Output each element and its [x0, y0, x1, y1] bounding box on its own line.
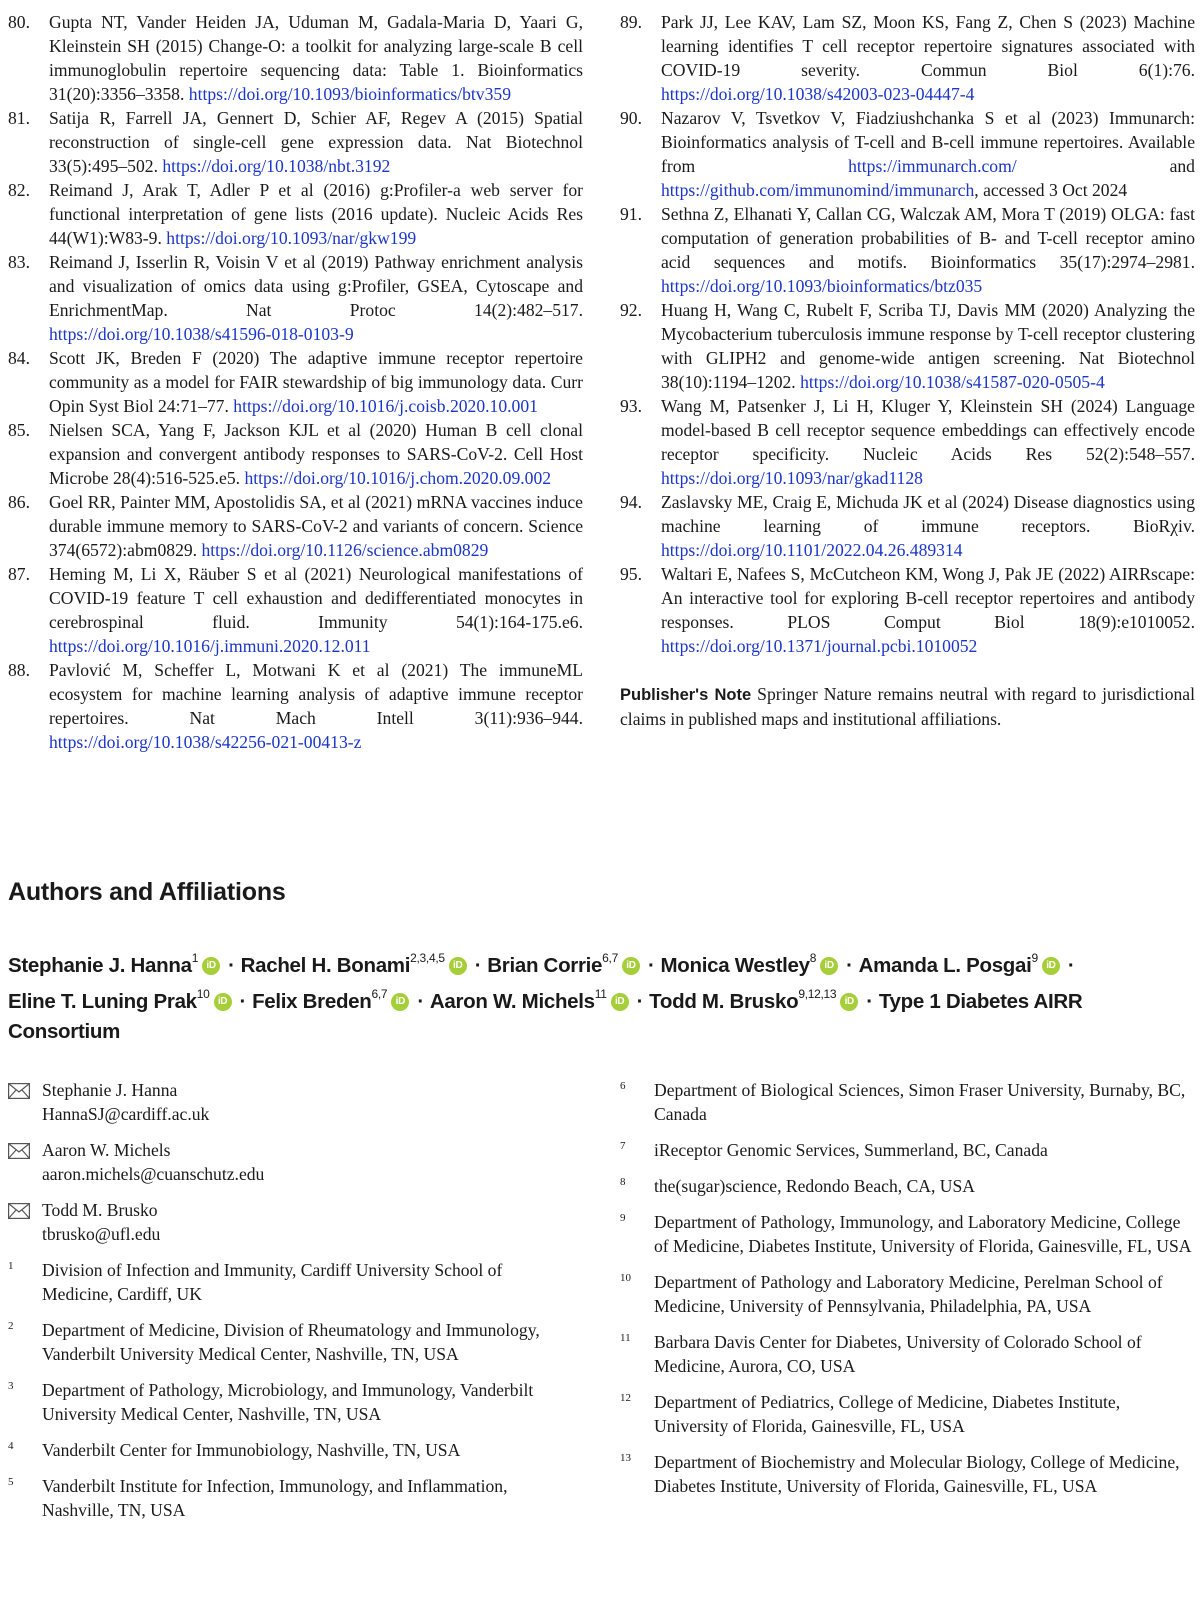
affiliation-item	[620, 1078, 1195, 1126]
affiliation-number: 1	[8, 1260, 14, 1272]
reference-doi-link[interactable]: https://doi.org/10.1038/s42256-021-00413-z	[49, 732, 362, 752]
publisher-note	[620, 682, 1195, 731]
affiliation-text: Department of Pediatrics, College of Medicine, Diabetes Institute, University of Florida, Gainesville, FL, USA	[654, 1392, 1121, 1436]
affiliation-number: 12	[620, 1392, 631, 1404]
reference-item	[8, 658, 583, 754]
reference-number: 82.	[8, 180, 30, 200]
affiliation-item	[620, 1450, 1195, 1498]
reference-doi-link[interactable]: https://doi.org/10.1093/bioinformatics/btv359	[188, 84, 511, 104]
reference-item	[620, 10, 1195, 106]
orcid-icon[interactable]: iD	[202, 957, 220, 975]
reference-doi-link[interactable]: https://doi.org/10.1101/2022.04.26.489314	[661, 540, 963, 560]
reference-doi-link[interactable]: https://doi.org/10.1038/s41596-018-0103-9	[49, 324, 354, 344]
contact-entry	[8, 1078, 568, 1126]
envelope-icon	[8, 1138, 34, 1186]
reference-number: 94.	[620, 492, 642, 512]
reference-doi-link[interactable]: https://doi.org/10.1093/nar/gkw199	[166, 228, 417, 248]
reference-number: 81.	[8, 108, 30, 128]
reference-item	[8, 562, 583, 658]
reference-text: Scott JK, Breden F (2020) The adaptive immune receptor repertoire community as a model for FAIR stewardship of big immunology data. Curr Opin Syst Biol 24:71–77. https://doi.org/10.1016/j.coisb.2020.10.001	[49, 348, 583, 416]
separator: ·	[846, 953, 853, 977]
separator: ·	[636, 989, 644, 1013]
affiliation-number: 9	[620, 1212, 626, 1224]
separator: ·	[228, 953, 235, 977]
separator: ·	[474, 953, 482, 977]
reference-text: Huang H, Wang C, Rubelt F, Scriba TJ, Davis MM (2020) Analyzing the Mycobacterium tuberculosis immune response by T-cell receptor clustering with GLIPH2 and genome-wide antigen screening. Nat Biotechnol 38(10):1194–1202. https://doi.org/10.1038/s41587-020-0505-4	[661, 300, 1195, 392]
author: Eline T. Luning Prak$^{10}$iD	[8, 990, 234, 1013]
affiliation-text: Department of Biological Sciences, Simon Fraser University, Burnaby, BC, Canada	[654, 1080, 1186, 1124]
reference-text: Heming M, Li X, Räuber S et al (2021) Neurological manifestations of COVID-19 feature T cell exhaustion and dedifferentiated monocytes in cerebrospinal fluid. Immunity 54(1):164-175.e6. https://doi.org/10.1016/j.immuni.2020.12.011	[49, 564, 583, 656]
affiliations-left-column	[8, 1078, 568, 1534]
author: Amanda L. Posgai$^9$iD	[859, 954, 1062, 977]
orcid-icon[interactable]: iD	[1042, 957, 1060, 975]
publisher-note-lead: Publisher's Note	[620, 686, 752, 704]
reference-number: 85.	[8, 420, 30, 440]
reference-item	[8, 106, 583, 178]
affiliation-item	[620, 1174, 1195, 1198]
reference-text: Goel RR, Painter MM, Apostolidis SA, et al (2021) mRNA vaccines induce durable immune memory to SARS-CoV-2 and variants of concern. Science 374(6572):abm0829. https://doi.org/10.1126/science.abm0829	[49, 492, 583, 560]
reference-number: 80.	[8, 12, 30, 32]
section-heading: Authors and Affiliations	[8, 878, 286, 906]
reference-number: 93.	[620, 396, 642, 416]
separator: ·	[417, 989, 424, 1013]
reference-item	[620, 298, 1195, 394]
reference-item	[620, 106, 1195, 202]
affiliation-number: 8	[620, 1176, 626, 1188]
affiliation-item	[620, 1270, 1195, 1318]
affiliation-text: the(sugar)science, Redondo Beach, CA, USA	[654, 1176, 976, 1196]
reference-item	[8, 346, 583, 418]
reference-doi-link[interactable]: https://doi.org/10.1038/s42003-023-04447-4	[661, 84, 975, 104]
affiliation-item	[8, 1474, 568, 1522]
reference-doi-link[interactable]: https://doi.org/10.1038/s41587-020-0505-4	[800, 372, 1105, 392]
envelope-icon	[8, 1198, 34, 1246]
separator: ·	[647, 953, 655, 977]
reference-item	[620, 562, 1195, 658]
affiliation-text: iReceptor Genomic Services, Summerland, BC, Canada	[654, 1140, 1048, 1160]
author: Felix Breden$^{6,7}$iD	[252, 990, 411, 1013]
reference-item	[8, 178, 583, 250]
reference-number: 86.	[8, 492, 30, 512]
reference-text: Pavlović M, Scheffer L, Motwani K et al (2021) The immuneML ecosystem for machine learning analysis of adaptive immune receptor repertoires. Nat Mach Intell 3(11):936–944. https://doi.org/10.1038/s42256-021-00413-z	[49, 660, 583, 752]
affiliation-number: 10	[620, 1272, 631, 1284]
affiliation-item	[8, 1438, 568, 1462]
orcid-icon[interactable]: iD	[840, 993, 858, 1011]
affiliation-item	[620, 1330, 1195, 1378]
affiliation-number: 5	[8, 1476, 14, 1488]
separator: ·	[1067, 953, 1075, 977]
reference-doi-link[interactable]: https://doi.org/10.1126/science.abm0829	[201, 540, 489, 560]
reference-text: Nazarov V, Tsvetkov V, Fiadziushchanka S et al (2023) Immunarch: Bioinformatics analysis of T-cell and B-cell immune repertoires. Available from https://immunarch.com/ and https://github.com/immunomind/immunarch, accessed 3 Oct 2024	[661, 108, 1195, 200]
affiliations-right-column	[620, 1078, 1195, 1510]
author: Rachel H. Bonami$^{2,3,4,5}$iD	[241, 954, 469, 977]
reference-item	[8, 10, 583, 106]
affiliation-text: Department of Medicine, Division of Rheumatology and Immunology, Vanderbilt University Medical Center, Nashville, TN, USA	[42, 1320, 540, 1364]
reference-web-link[interactable]: https://immunarch.com/	[848, 156, 1017, 176]
reference-item	[8, 250, 583, 346]
contact-name: Stephanie J. Hanna	[42, 1080, 178, 1100]
affiliation-text: Vanderbilt Institute for Infection, Immunology, and Inflammation, Nashville, TN, USA	[42, 1476, 508, 1520]
contact-email[interactable]: HannaSJ@cardiff.ac.uk	[42, 1104, 210, 1124]
contact-name: Aaron W. Michels	[42, 1140, 171, 1160]
contact-entry	[8, 1138, 568, 1186]
affiliation-text: Division of Infection and Immunity, Cardiff University School of Medicine, Cardiff, UK	[42, 1260, 503, 1304]
contact-entry	[8, 1198, 568, 1246]
orcid-icon[interactable]: iD	[449, 957, 467, 975]
orcid-icon[interactable]: iD	[622, 957, 640, 975]
affiliation-number: 4	[8, 1440, 14, 1452]
reference-item	[8, 418, 583, 490]
envelope-icon	[8, 1078, 34, 1126]
orcid-icon[interactable]: iD	[611, 993, 629, 1011]
reference-text: Wang M, Patsenker J, Li H, Kluger Y, Kleinstein SH (2024) Language model-based B cell receptor sequence embeddings can effectively encode receptor specificity. Nucleic Acids Res 52(2):548–557. https://doi.org/10.1093/nar/gkad1128	[661, 396, 1195, 488]
consortium-name: Type 1 Diabetes AIRR Consortium	[8, 989, 1083, 1043]
reference-text: Waltari E, Nafees S, McCutcheon KM, Wong J, Pak JE (2022) AIRRscape: An interactive tool for exploring B-cell receptor repertoires and antibody responses. PLOS Comput Biol 18(9):e1010052. https://doi.org/10.1371/journal.pcbi.1010052	[661, 564, 1195, 656]
affiliation-item	[8, 1318, 568, 1366]
affiliation-text: Department of Pathology, Microbiology, and Immunology, Vanderbilt University Medical Center, Nashville, TN, USA	[42, 1380, 534, 1424]
author: Aaron W. Michels$^{11}$iD	[430, 990, 631, 1013]
orcid-icon[interactable]: iD	[214, 993, 232, 1011]
reference-number: 84.	[8, 348, 30, 368]
affiliation-item	[8, 1378, 568, 1426]
affiliation-number: 11	[620, 1332, 631, 1344]
reference-doi-link[interactable]: https://doi.org/10.1016/j.immuni.2020.12.011	[49, 636, 371, 656]
affiliation-item	[620, 1210, 1195, 1258]
affiliation-text: Department of Biochemistry and Molecular Biology, College of Medicine, Diabetes Institute, University of Florida, Gainesville, FL, USA	[654, 1452, 1180, 1496]
reference-number: 89.	[620, 12, 642, 32]
reference-item	[8, 490, 583, 562]
reference-text: Gupta NT, Vander Heiden JA, Uduman M, Gadala-Maria D, Yaari G, Kleinstein SH (2015) Change-O: a toolkit for analyzing large-scale B cell immunoglobulin repertoire sequencing data: Table 1. Bioinformatics 31(20):3356–3358. https://doi.org/10.1093/bioinformatics/btv359	[49, 12, 583, 104]
reference-text: Zaslavsky ME, Craig E, Michuda JK et al (2024) Disease diagnostics using machine learning of immune receptors. BioRχiv. https://doi.org/10.1101/2022.04.26.489314	[661, 492, 1195, 560]
reference-number: 91.	[620, 204, 642, 224]
reference-doi-link[interactable]: https://doi.org/10.1093/nar/gkad1128	[661, 468, 923, 488]
reference-number: 90.	[620, 108, 642, 128]
reference-number: 88.	[8, 660, 30, 680]
affiliation-number: 13	[620, 1452, 631, 1464]
reference-number: 92.	[620, 300, 642, 320]
reference-doi-link[interactable]: https://doi.org/10.1093/bioinformatics/btz035	[661, 276, 983, 296]
reference-doi-link[interactable]: https://doi.org/10.1016/j.chom.2020.09.002	[244, 468, 552, 488]
orcid-icon[interactable]: iD	[391, 993, 409, 1011]
author: Todd M. Brusko$^{9,12,13}$iD	[649, 990, 860, 1013]
affiliation-item	[620, 1390, 1195, 1438]
references-right-column	[620, 10, 1195, 749]
reference-text: Park JJ, Lee KAV, Lam SZ, Moon KS, Fang Z, Chen S (2023) Machine learning identifies T cell receptor repertoire signatures associated with COVID-19 severity. Commun Biol 6(1):76. https://doi.org/10.1038/s42003-023-04447-4	[661, 12, 1195, 104]
contact-name: Todd M. Brusko	[42, 1200, 158, 1220]
affiliation-number: 3	[8, 1380, 14, 1392]
reference-doi-link[interactable]: https://doi.org/10.1371/journal.pcbi.1010052	[661, 636, 978, 656]
reference-doi-link[interactable]: https://doi.org/10.1038/nbt.3192	[162, 156, 391, 176]
publisher-note-text: Springer Nature remains neutral with regard to jurisdictional claims in published maps and institutional affiliations.	[620, 684, 1195, 729]
affiliation-text: Department of Pathology, Immunology, and Laboratory Medicine, College of Medicine, Diabetes Institute, University of Florida, Gainesville, FL, USA	[654, 1212, 1192, 1256]
references-left-column	[8, 10, 583, 754]
reference-item	[620, 490, 1195, 562]
affiliation-text: Vanderbilt Center for Immunobiology, Nashville, TN, USA	[42, 1440, 461, 1460]
separator: ·	[866, 989, 873, 1013]
affiliation-item	[620, 1138, 1195, 1162]
reference-text: Reimand J, Isserlin R, Voisin V et al (2019) Pathway enrichment analysis and visualization of omics data using g:Profiler, GSEA, Cytoscape and EnrichmentMap. Nat Protoc 14(2):482–517. https://doi.org/10.1038/s41596-018-0103-9	[49, 252, 583, 344]
author: Stephanie J. Hanna$^1$iD	[8, 954, 222, 977]
contact-email[interactable]: aaron.michels@cuanschutz.edu	[42, 1164, 265, 1184]
affiliation-text: Barbara Davis Center for Diabetes, University of Colorado School of Medicine, Aurora, CO, USA	[654, 1332, 1142, 1376]
reference-item	[620, 394, 1195, 490]
reference-text: Nielsen SCA, Yang F, Jackson KJL et al (2020) Human B cell clonal expansion and convergent antibody responses to SARS-CoV-2. Cell Host Microbe 28(4):516-525.e5. https://doi.org/10.1016/j.chom.2020.09.002	[49, 420, 583, 488]
affiliation-number: 7	[620, 1140, 626, 1152]
author: Brian Corrie$^{6,7}$iD	[487, 954, 642, 977]
reference-text: Satija R, Farrell JA, Gennert D, Schier AF, Regev A (2015) Spatial reconstruction of single-cell gene expression data. Nat Biotechnol 33(5):495–502. https://doi.org/10.1038/nbt.3192	[49, 108, 583, 176]
reference-number: 95.	[620, 564, 642, 584]
affiliation-number: 6	[620, 1080, 626, 1092]
separator: ·	[239, 989, 247, 1013]
author: Monica Westley$^8$iD	[660, 954, 840, 977]
reference-github-link[interactable]: https://github.com/immunomind/immunarch	[661, 180, 975, 200]
reference-text: Sethna Z, Elhanati Y, Callan CG, Walczak AM, Mora T (2019) OLGA: fast computation of generation probabilities of B- and T-cell receptor amino acid sequences and motifs. Bioinformatics 35(17):2974–2981. https://doi.org/10.1093/bioinformatics/btz035	[661, 204, 1195, 296]
affiliation-item	[8, 1258, 568, 1306]
reference-number: 83.	[8, 252, 30, 272]
author-list	[8, 945, 1188, 1047]
reference-item	[620, 202, 1195, 298]
reference-text: Reimand J, Arak T, Adler P et al (2016) g:Profiler-a web server for functional interpretation of gene lists (2016 update). Nucleic Acids Res 44(W1):W83-9. https://doi.org/10.1093/nar/gkw199	[49, 180, 583, 248]
orcid-icon[interactable]: iD	[820, 957, 838, 975]
affiliation-text: Department of Pathology and Laboratory Medicine, Perelman School of Medicine, University of Pennsylvania, Philadelphia, PA, USA	[654, 1272, 1163, 1316]
contact-email[interactable]: tbrusko@ufl.edu	[42, 1224, 161, 1244]
reference-doi-link[interactable]: https://doi.org/10.1016/j.coisb.2020.10.001	[233, 396, 538, 416]
affiliation-number: 2	[8, 1320, 14, 1332]
reference-number: 87.	[8, 564, 30, 584]
